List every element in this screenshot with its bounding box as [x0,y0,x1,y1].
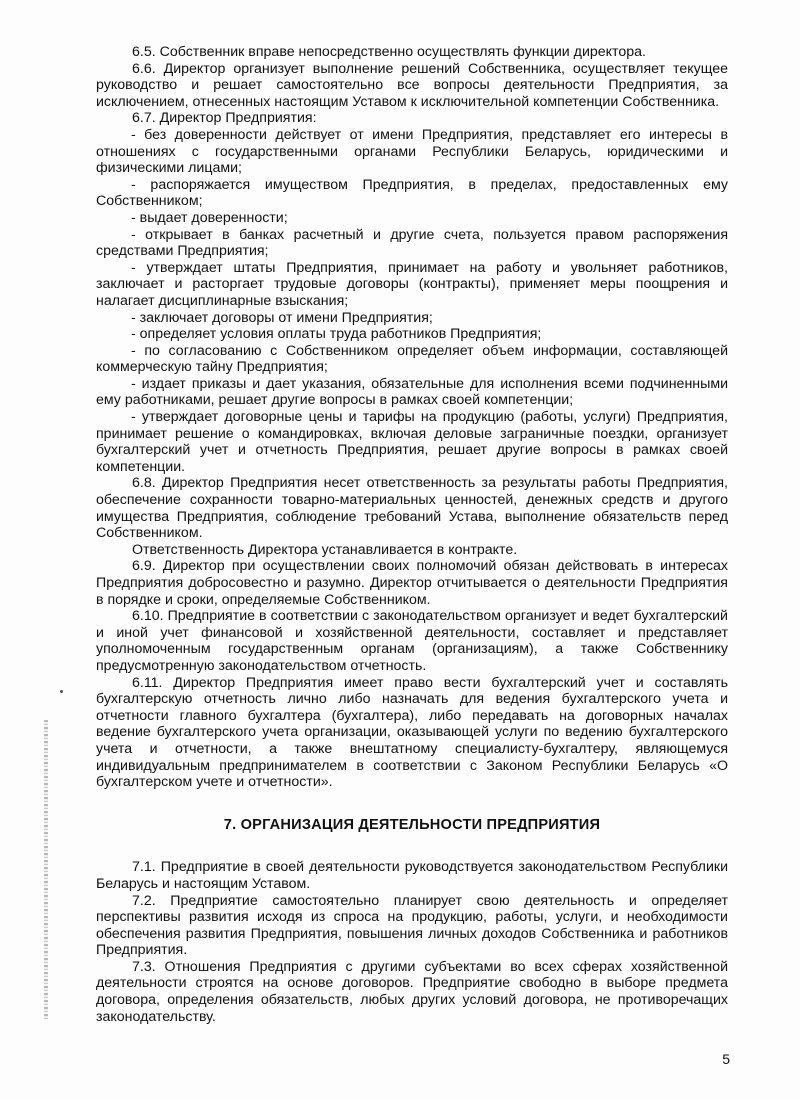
list-item-bank-accounts: - открывает в банках расчетный и другие счета, пользуется правом распоряжения средствами Предприятия; [96,226,728,260]
paragraph-responsibility: Ответственность Директора устанавливается в контракте. [132,541,518,558]
list-item-represents: - без доверенности действует от имени Предприятия, представляет его интересы в отношениях с государственными органами Республики Беларусь, юридическими и физическими лицами; [96,126,728,177]
paragraph-6-11: 6.11. Директор Предприятия имеет право вести бухгалтерский учет и составлять бухгалтерскую отчетность лично либо назначать для ведения бухгалтерского учета и отчетности главного бухгалтера (бухгалтера), либо передавать на договорных началах ведение бухгалтерского учета организации, оказывающей услуги по ведению бухгалтерского учета и отчетности, а также внештатному специалисту-бухгалтеру, являющемуся индивидуальным предпринимателем в соответствии с Законом Республики Беларусь «О бухгалтерском учете и отчетности». [96,674,728,791]
paragraph-6-6: 6.6. Директор организует выполнение решений Собственника, осуществляет текущее руководство и решает самостоятельно все вопросы деятельности Предприятия, за исключением, отнесенных настоящим Уставом к исключительной компетенции Собственника. [96,60,728,110]
list-item-contracts: - заключает договоры от имени Предприятия; [131,309,433,326]
section-6-continued [96,44,728,791]
paragraph-7-1: 7.1. Предприятие в своей деятельности руководствуется законодательством Республики Беларусь и настоящим Уставом. [96,859,728,892]
section-7 [96,859,728,1025]
list-item-staff: - утверждает штаты Предприятия, принимает на работу и увольняет работников, заключает и расторгает трудовые договоры (контракты), применяет меры поощрения и налагает дисциплинарные взыскания; [96,259,728,309]
paragraph-6-9: 6.9. Директор при осуществлении своих полномочий обязан действовать в интересах Предприятия добросовестно и разумно. Директор отчитывается о деятельности Предприятия в порядке и сроки, определяемые Собственником. [96,558,728,608]
list-item-prices: - утверждает договорные цены и тарифы на продукцию (работы, услуги) Предприятия, принимает решение о командировках, включая деловые заграничные поездки, организует бухгалтерский учет и отчетность Предприятия, решает другие вопросы в рамках своей компетенции. [96,409,728,475]
list-item-wages: - определяет условия оплаты труда работников Предприятия; [131,326,542,343]
paragraph-6-5: 6.5. Собственник вправе непосредственно осуществлять функции директора. [132,44,646,60]
list-item-trade-secret: - по согласованию с Собственником определяет объем информации, составляющей коммерческую тайну Предприятия; [96,342,728,376]
paragraph-7-3: 7.3. Отношения Предприятия с другими субъектами во всех сферах хозяйственной деятельности строятся на основе договоров. Предприятие свободно в выборе предмета договора, определения обязательств, любых других условий договора, не противоречащих законодательству. [96,958,728,1025]
paragraph-6-7: 6.7. Директор Предприятия: [132,110,317,127]
scan-dot-artifact [60,690,63,693]
paragraph-6-8: 6.8. Директор Предприятия несет ответственность за результаты работы Предприятия, обеспечение сохранности товарно-материальных ценностей, денежных средств и другого имущества Предприятия, соблюдение требований Устава, выполнение обязательств перед Собственником. [96,475,728,542]
paragraph-7-2: 7.2. Предприятие самостоятельно планирует свою деятельность и определяет перспективы развития исходя из спроса на продукцию, работы, услуги, и необходимости обеспечения развития Предприятия, повышения личных доходов Собственника и работников Предприятия. [96,892,728,959]
section-7-heading: 7. ОРГАНИЗАЦИЯ ДЕЯТЕЛЬНОСТИ ПРЕДПРИЯТИЯ [223,816,601,833]
list-item-property: - распоряжается имуществом Предприятия, в пределах, предоставленных ему Собственником; [96,176,728,210]
list-item-orders: - издает приказы и дает указания, обязательные для исполнения всеми подчиненными ему работниками, решает другие вопросы в рамках своей компетенции; [96,375,728,409]
document-body [96,44,728,1025]
paragraph-6-10: 6.10. Предприятие в соответствии с законодательством организует и ведет бухгалтерский и иной учет финансовой и хозяйственной деятельности, составляет и представляет уполномоченным государственным органам (организациям), а также Собственнику предусмотренную законодательством отчетность. [96,608,728,674]
page-number: 5 [722,1051,730,1067]
scan-edge-artifact [44,720,48,1020]
list-item-power-of-attorney: - выдает доверенности; [131,209,288,226]
